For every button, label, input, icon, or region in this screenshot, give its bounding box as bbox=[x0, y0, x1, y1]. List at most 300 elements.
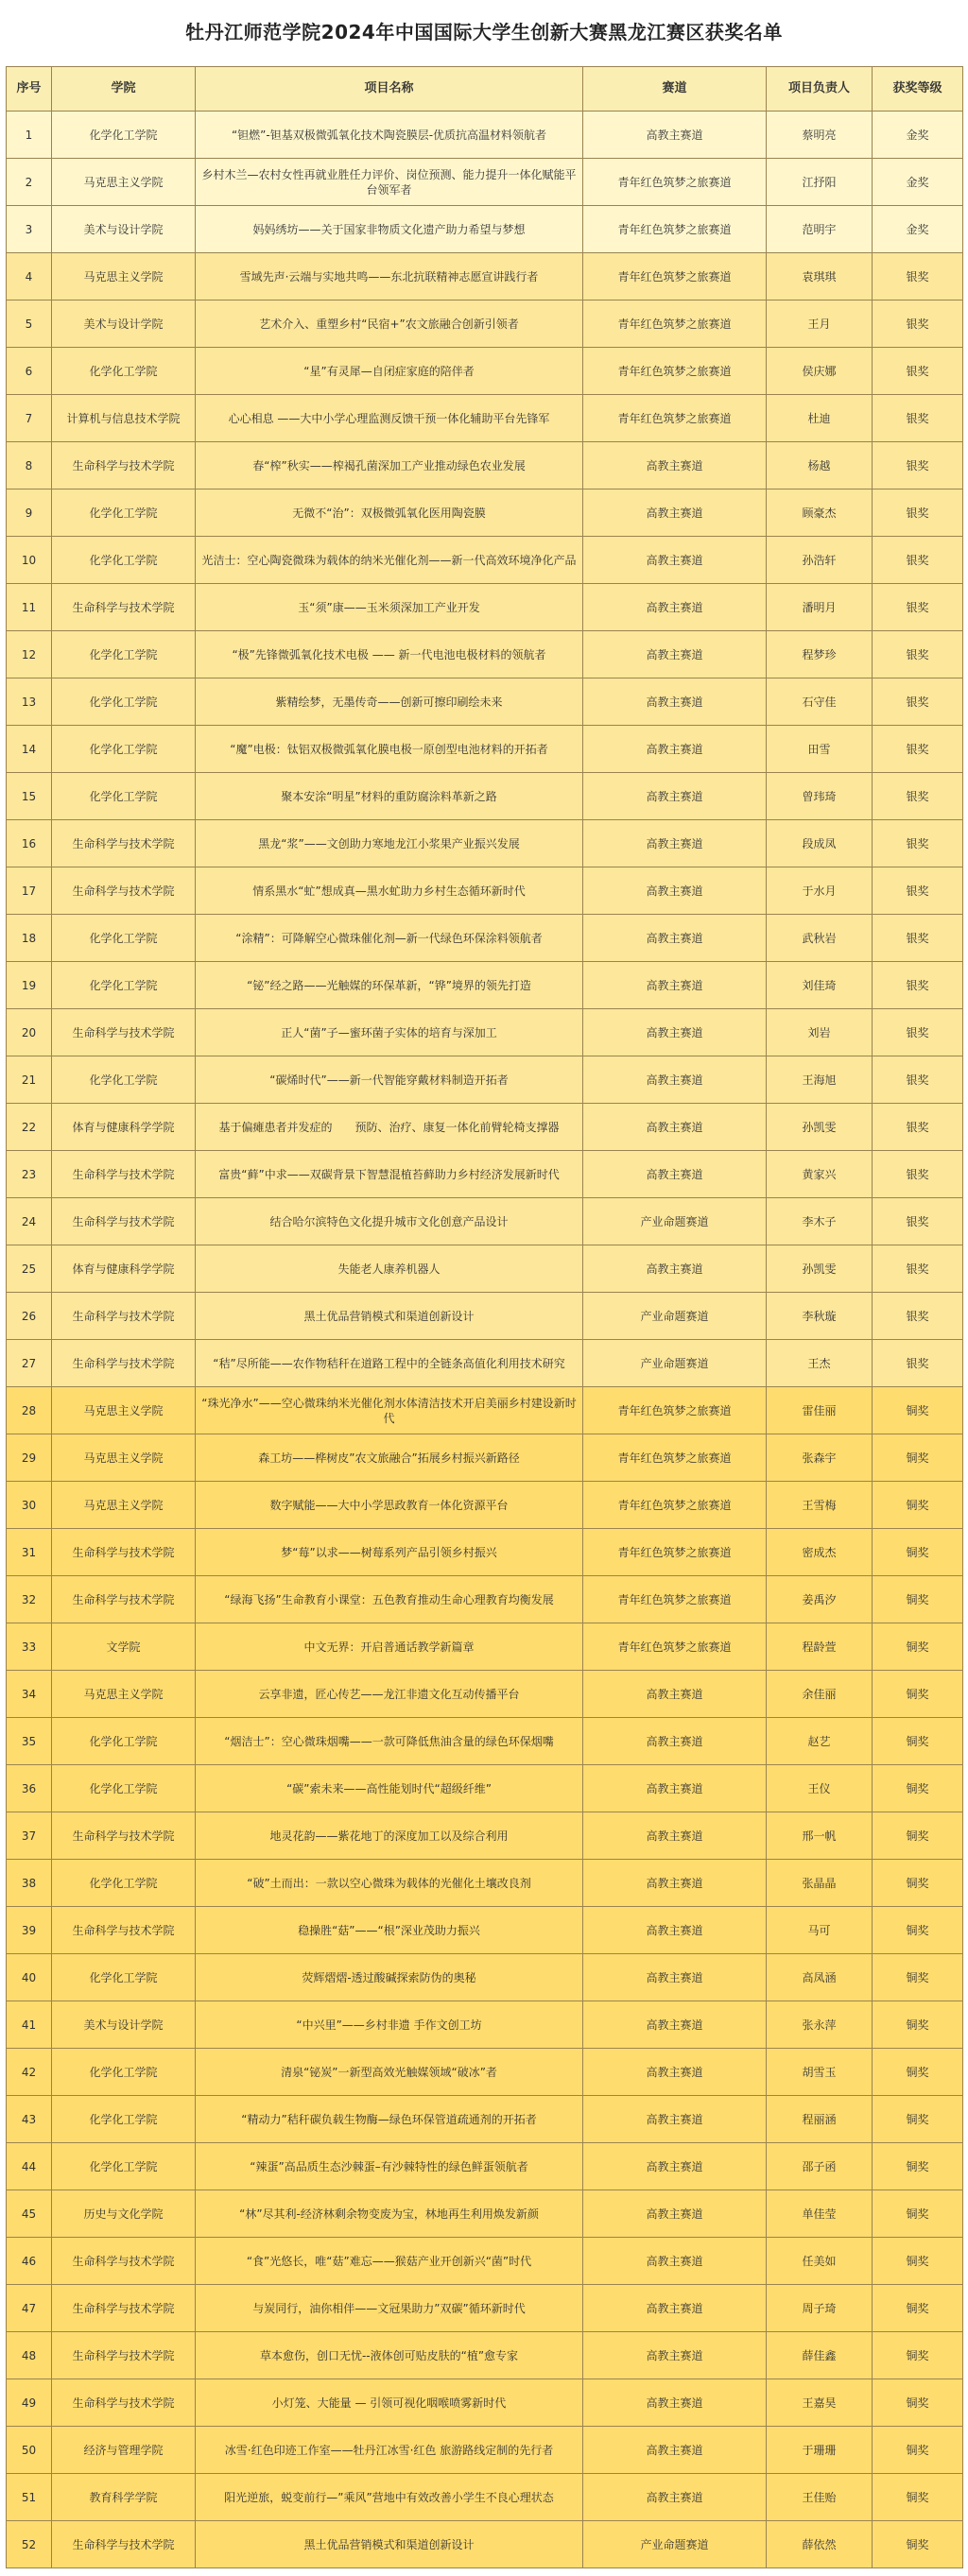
cell-award: 铜奖 bbox=[873, 1812, 963, 1860]
cell-leader: 侯庆娜 bbox=[767, 348, 873, 395]
table-row bbox=[7, 2521, 963, 2568]
cell-leader: 李秋璇 bbox=[767, 1293, 873, 1340]
table-row bbox=[7, 1434, 963, 1482]
cell-college: 生命科学与技术学院 bbox=[52, 1151, 196, 1198]
cell-project: “破”土而出：一款以空心微珠为载体的光催化土壤改良剂 bbox=[196, 1860, 583, 1907]
cell-track: 高教主赛道 bbox=[583, 489, 767, 537]
table-row bbox=[7, 1765, 963, 1812]
cell-project: “星”有灵犀—自闭症家庭的陪伴者 bbox=[196, 348, 583, 395]
cell-award: 铜奖 bbox=[873, 1907, 963, 1954]
cell-award: 铜奖 bbox=[873, 2049, 963, 2096]
cell-leader: 薛依然 bbox=[767, 2521, 873, 2568]
cell-leader: 雷佳丽 bbox=[767, 1387, 873, 1434]
cell-leader: 张森宇 bbox=[767, 1434, 873, 1482]
cell-college: 生命科学与技术学院 bbox=[52, 2238, 196, 2285]
cell-college: 美术与设计学院 bbox=[52, 206, 196, 253]
cell-award: 铜奖 bbox=[873, 1576, 963, 1623]
cell-track: 青年红色筑梦之旅赛道 bbox=[583, 206, 767, 253]
table-row bbox=[7, 726, 963, 773]
cell-award: 银奖 bbox=[873, 631, 963, 678]
cell-track: 高教主赛道 bbox=[583, 1009, 767, 1056]
cell-leader: 王月 bbox=[767, 301, 873, 348]
cell-no: 4 bbox=[7, 253, 52, 301]
cell-leader: 孙凯雯 bbox=[767, 1245, 873, 1293]
cell-project: 春“榨”秋实——榨褐孔菌深加工产业推动绿色农业发展 bbox=[196, 442, 583, 489]
cell-track: 高教主赛道 bbox=[583, 2190, 767, 2238]
cell-award: 铜奖 bbox=[873, 1482, 963, 1529]
cell-project: “秸”尽所能——农作物秸秆在道路工程中的全链条高值化利用技术研究 bbox=[196, 1340, 583, 1387]
cell-no: 41 bbox=[7, 2001, 52, 2049]
table-row bbox=[7, 1482, 963, 1529]
cell-award: 银奖 bbox=[873, 489, 963, 537]
cell-award: 金奖 bbox=[873, 112, 963, 159]
table-row bbox=[7, 678, 963, 726]
cell-track: 产业命题赛道 bbox=[583, 1293, 767, 1340]
table-row bbox=[7, 1860, 963, 1907]
cell-leader: 于水月 bbox=[767, 867, 873, 915]
cell-no: 21 bbox=[7, 1056, 52, 1104]
cell-college: 体育与健康科学学院 bbox=[52, 1104, 196, 1151]
cell-college: 化学化工学院 bbox=[52, 1765, 196, 1812]
cell-track: 高教主赛道 bbox=[583, 1104, 767, 1151]
cell-award: 银奖 bbox=[873, 820, 963, 867]
cell-no: 34 bbox=[7, 1671, 52, 1718]
table-row bbox=[7, 1623, 963, 1671]
cell-award: 铜奖 bbox=[873, 2096, 963, 2143]
cell-track: 高教主赛道 bbox=[583, 1860, 767, 1907]
cell-award: 铜奖 bbox=[873, 2379, 963, 2427]
table-row bbox=[7, 112, 963, 159]
cell-project: “涂精”：可降解空心微珠催化剂—新一代绿色环保涂料领航者 bbox=[196, 915, 583, 962]
cell-leader: 袁琪琪 bbox=[767, 253, 873, 301]
cell-college: 化学化工学院 bbox=[52, 2143, 196, 2190]
cell-track: 产业命题赛道 bbox=[583, 1340, 767, 1387]
cell-project: “魔”电极：钛铝双极微弧氧化膜电极一原创型电池材料的开拓者 bbox=[196, 726, 583, 773]
cell-leader: 王佳贻 bbox=[767, 2474, 873, 2521]
cell-leader: 杜迪 bbox=[767, 395, 873, 442]
cell-no: 47 bbox=[7, 2285, 52, 2332]
cell-leader: 胡雪玉 bbox=[767, 2049, 873, 2096]
cell-college: 马克思主义学院 bbox=[52, 1482, 196, 1529]
cell-no: 31 bbox=[7, 1529, 52, 1576]
table-row bbox=[7, 442, 963, 489]
cell-track: 高教主赛道 bbox=[583, 915, 767, 962]
cell-project: 黑龙“浆”——文创助力寒地龙江小浆果产业振兴发展 bbox=[196, 820, 583, 867]
cell-leader: 薛佳鑫 bbox=[767, 2332, 873, 2379]
cell-award: 银奖 bbox=[873, 301, 963, 348]
cell-track: 高教主赛道 bbox=[583, 2285, 767, 2332]
cell-track: 高教主赛道 bbox=[583, 2238, 767, 2285]
table-row bbox=[7, 1009, 963, 1056]
cell-leader: 王海旭 bbox=[767, 1056, 873, 1104]
cell-college: 生命科学与技术学院 bbox=[52, 1198, 196, 1245]
cell-leader: 曾玮琦 bbox=[767, 773, 873, 820]
cell-project: 阳光逆旅，蜕变前行—”乘风”营地中有效改善小学生不良心理状态 bbox=[196, 2474, 583, 2521]
cell-college: 化学化工学院 bbox=[52, 1056, 196, 1104]
cell-project: “林”尽其利-经济林剩余物变废为宝，林地再生利用焕发新颜 bbox=[196, 2190, 583, 2238]
cell-track: 高教主赛道 bbox=[583, 2474, 767, 2521]
cell-project: 雪域先声·云端与实地共鸣——东北抗联精神志愿宣讲践行者 bbox=[196, 253, 583, 301]
cell-track: 产业命题赛道 bbox=[583, 2521, 767, 2568]
cell-college: 生命科学与技术学院 bbox=[52, 1009, 196, 1056]
cell-award: 银奖 bbox=[873, 726, 963, 773]
cell-project: “烟洁士”：空心微珠烟嘴——一款可降低焦油含量的绿色环保烟嘴 bbox=[196, 1718, 583, 1765]
cell-college: 马克思主义学院 bbox=[52, 1434, 196, 1482]
cell-leader: 于珊珊 bbox=[767, 2427, 873, 2474]
cell-project: “精动力”秸秆碳负载生物酶—绿色环保管道疏通剂的开拓者 bbox=[196, 2096, 583, 2143]
cell-no: 46 bbox=[7, 2238, 52, 2285]
table-row bbox=[7, 159, 963, 206]
page-title: 牡丹江师范学院2024年中国国际大学生创新大赛黑龙江赛区获奖名单 bbox=[185, 21, 783, 43]
cell-award: 铜奖 bbox=[873, 2190, 963, 2238]
cell-no: 37 bbox=[7, 1812, 52, 1860]
table-row bbox=[7, 820, 963, 867]
cell-no: 15 bbox=[7, 773, 52, 820]
cell-track: 高教主赛道 bbox=[583, 1765, 767, 1812]
cell-college: 美术与设计学院 bbox=[52, 2001, 196, 2049]
cell-college: 生命科学与技术学院 bbox=[52, 1812, 196, 1860]
cell-project: 富贵“藓”中求——双碳背景下智慧混植苔藓助力乡村经济发展新时代 bbox=[196, 1151, 583, 1198]
cell-award: 铜奖 bbox=[873, 1954, 963, 2001]
cell-no: 12 bbox=[7, 631, 52, 678]
cell-college: 化学化工学院 bbox=[52, 537, 196, 584]
cell-college: 化学化工学院 bbox=[52, 2049, 196, 2096]
cell-award: 铜奖 bbox=[873, 1434, 963, 1482]
cell-award: 铜奖 bbox=[873, 2521, 963, 2568]
cell-award: 金奖 bbox=[873, 159, 963, 206]
cell-college: 生命科学与技术学院 bbox=[52, 1907, 196, 1954]
cell-no: 35 bbox=[7, 1718, 52, 1765]
cell-track: 高教主赛道 bbox=[583, 1151, 767, 1198]
cell-no: 18 bbox=[7, 915, 52, 962]
cell-project: 艺术介入、重塑乡村“民宿+”农文旅融合创新引领者 bbox=[196, 301, 583, 348]
table-row bbox=[7, 1340, 963, 1387]
cell-award: 银奖 bbox=[873, 1104, 963, 1151]
cell-project: 森工坊——桦树皮”农文旅融合”拓展乡村振兴新路径 bbox=[196, 1434, 583, 1482]
cell-project: 光洁士：空心陶瓷微珠为载体的纳米光催化剂——新一代高效环境净化产品 bbox=[196, 537, 583, 584]
cell-no: 26 bbox=[7, 1293, 52, 1340]
cell-project: “中兴里”——乡村非遗 手作文创工坊 bbox=[196, 2001, 583, 2049]
cell-leader: 石守佳 bbox=[767, 678, 873, 726]
cell-award: 铜奖 bbox=[873, 2238, 963, 2285]
cell-project: 紫精绘梦，无墨传奇——创新可擦印刷绘未来 bbox=[196, 678, 583, 726]
cell-award: 铜奖 bbox=[873, 2474, 963, 2521]
cell-no: 2 bbox=[7, 159, 52, 206]
cell-no: 20 bbox=[7, 1009, 52, 1056]
cell-award: 银奖 bbox=[873, 1198, 963, 1245]
table-row bbox=[7, 915, 963, 962]
cell-no: 14 bbox=[7, 726, 52, 773]
cell-college: 文学院 bbox=[52, 1623, 196, 1671]
cell-award: 银奖 bbox=[873, 395, 963, 442]
cell-college: 历史与文化学院 bbox=[52, 2190, 196, 2238]
cell-leader: 赵艺 bbox=[767, 1718, 873, 1765]
cell-track: 高教主赛道 bbox=[583, 820, 767, 867]
cell-award: 银奖 bbox=[873, 1245, 963, 1293]
cell-college: 生命科学与技术学院 bbox=[52, 867, 196, 915]
cell-track: 高教主赛道 bbox=[583, 1056, 767, 1104]
header-project: 项目名称 bbox=[196, 67, 583, 112]
cell-award: 银奖 bbox=[873, 584, 963, 631]
cell-college: 马克思主义学院 bbox=[52, 1671, 196, 1718]
cell-college: 美术与设计学院 bbox=[52, 301, 196, 348]
cell-college: 马克思主义学院 bbox=[52, 159, 196, 206]
cell-award: 铜奖 bbox=[873, 1860, 963, 1907]
cell-track: 高教主赛道 bbox=[583, 2001, 767, 2049]
cell-award: 银奖 bbox=[873, 1340, 963, 1387]
award-table bbox=[6, 66, 963, 2568]
cell-college: 化学化工学院 bbox=[52, 773, 196, 820]
cell-leader: 顾豪杰 bbox=[767, 489, 873, 537]
table-row bbox=[7, 1954, 963, 2001]
cell-college: 体育与健康科学学院 bbox=[52, 1245, 196, 1293]
cell-project: 结合哈尔滨特色文化提升城市文化创意产品设计 bbox=[196, 1198, 583, 1245]
cell-track: 高教主赛道 bbox=[583, 112, 767, 159]
cell-no: 16 bbox=[7, 820, 52, 867]
cell-leader: 高凤涵 bbox=[767, 1954, 873, 2001]
cell-leader: 张晶晶 bbox=[767, 1860, 873, 1907]
cell-track: 高教主赛道 bbox=[583, 2049, 767, 2096]
cell-college: 化学化工学院 bbox=[52, 1954, 196, 2001]
cell-leader: 程龄萱 bbox=[767, 1623, 873, 1671]
cell-track: 青年红色筑梦之旅赛道 bbox=[583, 1576, 767, 1623]
table-row bbox=[7, 1293, 963, 1340]
cell-project: 情系黑水“虻”想成真—黑水虻助力乡村生态循环新时代 bbox=[196, 867, 583, 915]
cell-award: 银奖 bbox=[873, 1056, 963, 1104]
cell-award: 铜奖 bbox=[873, 2427, 963, 2474]
cell-college: 马克思主义学院 bbox=[52, 1387, 196, 1434]
cell-no: 3 bbox=[7, 206, 52, 253]
cell-no: 24 bbox=[7, 1198, 52, 1245]
cell-project: “钽燃”-钽基双极微弧氧化技术陶瓷膜层-优质抗高温材料领航者 bbox=[196, 112, 583, 159]
table-row bbox=[7, 773, 963, 820]
cell-project: 地灵花韵——紫花地丁的深度加工以及综合利用 bbox=[196, 1812, 583, 1860]
cell-award: 银奖 bbox=[873, 348, 963, 395]
table-row bbox=[7, 2096, 963, 2143]
cell-award: 铜奖 bbox=[873, 2332, 963, 2379]
cell-track: 高教主赛道 bbox=[583, 537, 767, 584]
cell-project: 无微不“治”：双极微弧氧化医用陶瓷膜 bbox=[196, 489, 583, 537]
cell-project: 正人“菌”子—蜜环菌子实体的培育与深加工 bbox=[196, 1009, 583, 1056]
cell-no: 25 bbox=[7, 1245, 52, 1293]
cell-award: 铜奖 bbox=[873, 1529, 963, 1576]
cell-no: 9 bbox=[7, 489, 52, 537]
cell-award: 银奖 bbox=[873, 1009, 963, 1056]
cell-award: 银奖 bbox=[873, 537, 963, 584]
table-row bbox=[7, 1907, 963, 1954]
cell-no: 7 bbox=[7, 395, 52, 442]
cell-no: 19 bbox=[7, 962, 52, 1009]
cell-project: 乡村木兰—农村女性再就业胜任力评价、岗位预测、能力提升一体化赋能平台领军者 bbox=[196, 159, 583, 206]
cell-leader: 潘明月 bbox=[767, 584, 873, 631]
table-row bbox=[7, 2427, 963, 2474]
cell-leader: 张永萍 bbox=[767, 2001, 873, 2049]
cell-award: 银奖 bbox=[873, 915, 963, 962]
cell-leader: 程梦珍 bbox=[767, 631, 873, 678]
cell-leader: 孙凯雯 bbox=[767, 1104, 873, 1151]
cell-no: 29 bbox=[7, 1434, 52, 1482]
table-row bbox=[7, 1529, 963, 1576]
cell-project: 小灯笼、大能量 — 引领可视化咽喉喷雾新时代 bbox=[196, 2379, 583, 2427]
table-row bbox=[7, 1812, 963, 1860]
cell-award: 银奖 bbox=[873, 442, 963, 489]
cell-leader: 刘岩 bbox=[767, 1009, 873, 1056]
cell-college: 化学化工学院 bbox=[52, 112, 196, 159]
header-track: 赛道 bbox=[583, 67, 767, 112]
table-body bbox=[7, 112, 963, 2568]
table-row bbox=[7, 1576, 963, 1623]
cell-track: 高教主赛道 bbox=[583, 2143, 767, 2190]
cell-track: 高教主赛道 bbox=[583, 584, 767, 631]
table-row bbox=[7, 2238, 963, 2285]
cell-leader: 王仪 bbox=[767, 1765, 873, 1812]
cell-project: “碳烯时代”——新一代智能穿戴材料制造开拓者 bbox=[196, 1056, 583, 1104]
cell-project: 失能老人康养机器人 bbox=[196, 1245, 583, 1293]
cell-no: 10 bbox=[7, 537, 52, 584]
cell-no: 52 bbox=[7, 2521, 52, 2568]
cell-no: 42 bbox=[7, 2049, 52, 2096]
table-row bbox=[7, 1671, 963, 1718]
table-row bbox=[7, 489, 963, 537]
cell-award: 银奖 bbox=[873, 253, 963, 301]
cell-leader: 密成杰 bbox=[767, 1529, 873, 1576]
cell-track: 高教主赛道 bbox=[583, 1718, 767, 1765]
cell-project: “辣蛋”高品质生态沙棘蛋–有沙棘特性的绿色鲜蛋领航者 bbox=[196, 2143, 583, 2190]
table-row bbox=[7, 1104, 963, 1151]
cell-no: 43 bbox=[7, 2096, 52, 2143]
table-row bbox=[7, 2049, 963, 2096]
cell-leader: 单佳莹 bbox=[767, 2190, 873, 2238]
cell-no: 40 bbox=[7, 1954, 52, 2001]
cell-project: 玉“须”康——玉米须深加工产业开发 bbox=[196, 584, 583, 631]
cell-leader: 姜禹汐 bbox=[767, 1576, 873, 1623]
cell-college: 化学化工学院 bbox=[52, 2096, 196, 2143]
cell-project: 黑土优品营销模式和渠道创新设计 bbox=[196, 1293, 583, 1340]
cell-leader: 孙浩轩 bbox=[767, 537, 873, 584]
cell-track: 产业命题赛道 bbox=[583, 1198, 767, 1245]
cell-award: 铜奖 bbox=[873, 2285, 963, 2332]
cell-project: “碳”索未来——高性能划时代“超级纤维” bbox=[196, 1765, 583, 1812]
cell-college: 马克思主义学院 bbox=[52, 253, 196, 301]
cell-no: 1 bbox=[7, 112, 52, 159]
cell-leader: 程丽涵 bbox=[767, 2096, 873, 2143]
cell-project: 冰雪·红色印迹工作室——牡丹江冰雪·红色 旅游路线定制的先行者 bbox=[196, 2427, 583, 2474]
table-row bbox=[7, 2285, 963, 2332]
cell-track: 青年红色筑梦之旅赛道 bbox=[583, 1434, 767, 1482]
cell-track: 高教主赛道 bbox=[583, 2379, 767, 2427]
cell-track: 青年红色筑梦之旅赛道 bbox=[583, 159, 767, 206]
cell-college: 生命科学与技术学院 bbox=[52, 820, 196, 867]
header-award: 获奖等级 bbox=[873, 67, 963, 112]
cell-college: 化学化工学院 bbox=[52, 1860, 196, 1907]
cell-award: 银奖 bbox=[873, 1151, 963, 1198]
table-row bbox=[7, 962, 963, 1009]
cell-track: 高教主赛道 bbox=[583, 867, 767, 915]
cell-college: 化学化工学院 bbox=[52, 1718, 196, 1765]
cell-no: 22 bbox=[7, 1104, 52, 1151]
cell-project: 基于偏瘫患者并发症的 预防、治疗、康复一体化前臂轮椅支撑器 bbox=[196, 1104, 583, 1151]
cell-leader: 田雪 bbox=[767, 726, 873, 773]
cell-project: “极”先锋微弧氧化技术电极 —— 新一代电池电极材料的领航者 bbox=[196, 631, 583, 678]
cell-leader: 江抒阳 bbox=[767, 159, 873, 206]
cell-college: 计算机与信息技术学院 bbox=[52, 395, 196, 442]
cell-track: 高教主赛道 bbox=[583, 678, 767, 726]
cell-track: 青年红色筑梦之旅赛道 bbox=[583, 395, 767, 442]
cell-track: 高教主赛道 bbox=[583, 1907, 767, 1954]
cell-college: 生命科学与技术学院 bbox=[52, 2332, 196, 2379]
cell-track: 高教主赛道 bbox=[583, 773, 767, 820]
cell-college: 生命科学与技术学院 bbox=[52, 1576, 196, 1623]
cell-project: 黑土优品营销模式和渠道创新设计 bbox=[196, 2521, 583, 2568]
cell-no: 13 bbox=[7, 678, 52, 726]
cell-leader: 王嘉昊 bbox=[767, 2379, 873, 2427]
cell-award: 银奖 bbox=[873, 678, 963, 726]
cell-track: 高教主赛道 bbox=[583, 1245, 767, 1293]
cell-track: 青年红色筑梦之旅赛道 bbox=[583, 1387, 767, 1434]
table-row bbox=[7, 2001, 963, 2049]
cell-project: 聚本安涂“明星”材料的重防腐涂料革新之路 bbox=[196, 773, 583, 820]
table-row bbox=[7, 1718, 963, 1765]
cell-track: 高教主赛道 bbox=[583, 726, 767, 773]
cell-no: 49 bbox=[7, 2379, 52, 2427]
cell-award: 银奖 bbox=[873, 1293, 963, 1340]
cell-college: 化学化工学院 bbox=[52, 678, 196, 726]
cell-project: “食”光悠长，唯“菇”难忘——猴菇产业开创新兴“菌”时代 bbox=[196, 2238, 583, 2285]
cell-no: 5 bbox=[7, 301, 52, 348]
cell-leader: 段成凤 bbox=[767, 820, 873, 867]
table-row bbox=[7, 1151, 963, 1198]
cell-college: 化学化工学院 bbox=[52, 726, 196, 773]
cell-track: 青年红色筑梦之旅赛道 bbox=[583, 1529, 767, 1576]
cell-college: 生命科学与技术学院 bbox=[52, 584, 196, 631]
cell-college: 经济与管理学院 bbox=[52, 2427, 196, 2474]
cell-no: 23 bbox=[7, 1151, 52, 1198]
cell-no: 17 bbox=[7, 867, 52, 915]
cell-project: “铋”经之路——光触媒的环保革新，“铧”境界的领先打造 bbox=[196, 962, 583, 1009]
cell-leader: 周子琦 bbox=[767, 2285, 873, 2332]
cell-track: 高教主赛道 bbox=[583, 1954, 767, 2001]
cell-leader: 任美如 bbox=[767, 2238, 873, 2285]
cell-track: 高教主赛道 bbox=[583, 631, 767, 678]
cell-no: 28 bbox=[7, 1387, 52, 1434]
cell-award: 铜奖 bbox=[873, 1671, 963, 1718]
cell-leader: 武秋岩 bbox=[767, 915, 873, 962]
cell-project: 数字赋能——大中小学思政教育一体化资源平台 bbox=[196, 1482, 583, 1529]
cell-track: 青年红色筑梦之旅赛道 bbox=[583, 348, 767, 395]
cell-project: 清泉“铋炭”一新型高效光触媒领域“破冰”者 bbox=[196, 2049, 583, 2096]
cell-no: 32 bbox=[7, 1576, 52, 1623]
cell-college: 生命科学与技术学院 bbox=[52, 1340, 196, 1387]
cell-no: 6 bbox=[7, 348, 52, 395]
table-row bbox=[7, 1387, 963, 1434]
cell-leader: 李木子 bbox=[767, 1198, 873, 1245]
cell-award: 银奖 bbox=[873, 773, 963, 820]
cell-no: 8 bbox=[7, 442, 52, 489]
cell-college: 教育科学学院 bbox=[52, 2474, 196, 2521]
cell-no: 36 bbox=[7, 1765, 52, 1812]
cell-track: 高教主赛道 bbox=[583, 2096, 767, 2143]
cell-leader: 范明宇 bbox=[767, 206, 873, 253]
cell-no: 48 bbox=[7, 2332, 52, 2379]
cell-project: 稳操胜“菇”——“根”深业茂助力振兴 bbox=[196, 1907, 583, 1954]
table-row bbox=[7, 584, 963, 631]
cell-no: 30 bbox=[7, 1482, 52, 1529]
table-row bbox=[7, 1198, 963, 1245]
cell-no: 33 bbox=[7, 1623, 52, 1671]
cell-college: 生命科学与技术学院 bbox=[52, 1529, 196, 1576]
table-row bbox=[7, 631, 963, 678]
cell-award: 金奖 bbox=[873, 206, 963, 253]
